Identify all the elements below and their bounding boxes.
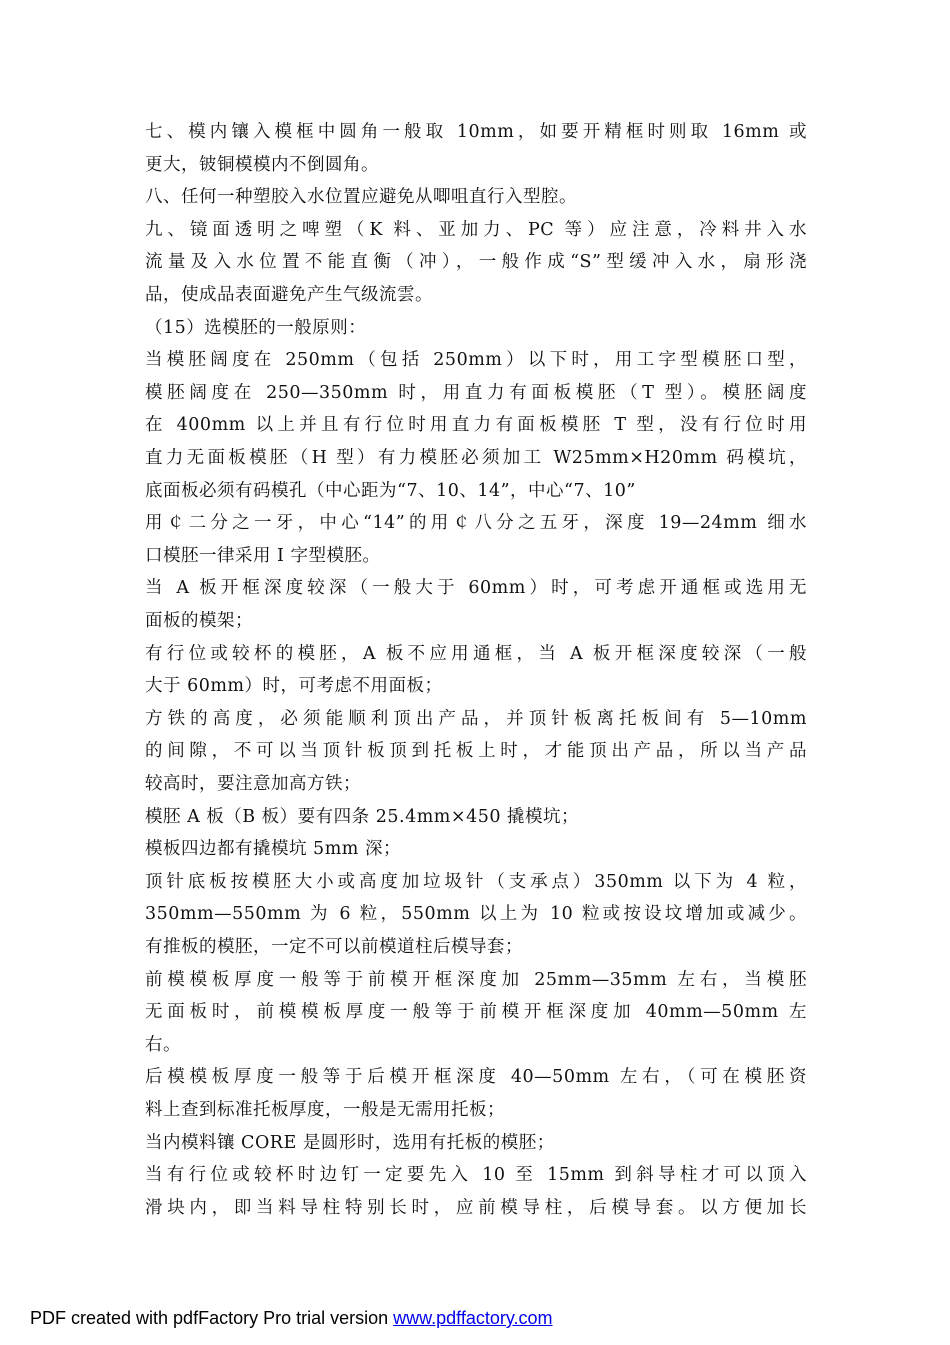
text-line: 无面板时，前模模板厚度一般等于前模开框深度加 40mm—50mm 左 [145, 1002, 807, 1023]
text-line: 面板的模架； [145, 611, 253, 631]
text-line: 350mm—550mm 为 6 粒，550mm 以上为 10 粒或按设坟增加或减少。 [145, 904, 807, 925]
text-line: 底面板必须有码模孔（中心距为“7、10、14”，中心“7、10” [145, 480, 636, 501]
text-line: 模板四边都有撬模坑 5mm 深； [145, 839, 401, 860]
text-line: 七、模内镶入模框中圆角一般取 10mm，如要开精框时则取 16mm 或 [145, 122, 807, 142]
footer-text: PDF created with pdfFactory Pro trial version [30, 1308, 394, 1328]
text-line: 较高时，要注意加高方铁； [145, 774, 361, 794]
text-line: 顶针底板按模胚大小或高度加垃圾针（支承点）350mm 以下为 4 粒， [145, 871, 807, 892]
text-line: 直力无面板模胚（H 型）有力模胚必须加工 W25mm×H20mm 码模坑， [145, 448, 807, 468]
text-line: 品，使成品表面避免产生气级流雲。 [145, 285, 433, 305]
text-line: 当 A 板开框深度较深（一般大于 60mm）时，可考虑开通框或选用无 [145, 578, 807, 599]
text-line: 的间隙，不可以当顶针板顶到托板上时，才能顶出产品，所以当产品 [145, 741, 807, 762]
text-line: 当内模料镶 CORE 是圆形时，选用有托板的模胚； [145, 1132, 555, 1153]
text-line: 模胚阔度在 250—350mm 时，用直力有面板模胚（T 型）。模胚阔度 [145, 382, 807, 403]
text-line: 大于 60mm）时，可考虑不用面板； [145, 676, 443, 697]
footer-link[interactable]: www.pdffactory.com [393, 1308, 553, 1328]
text-line: 有行位或较杯的模胚，A 板不应用通框，当 A 板开框深度较深（一般 [145, 643, 807, 664]
text-line: 后模模板厚度一般等于后模开框深度 40—50mm 左右，（可在模胚资 [145, 1067, 807, 1088]
pdf-footer [30, 1308, 553, 1329]
text-line: 右。 [145, 1034, 181, 1055]
text-line: 前模模板厚度一般等于前模开框深度加 25mm—35mm 左右，当模胚 [145, 969, 807, 990]
text-line: 流量及入水位置不能直衡（冲），一般作成“S”型缓冲入水，扇形浇 [145, 252, 807, 273]
text-line: 方铁的高度，必须能顺利顶出产品，并顶针板离托板间有 5—10mm [145, 708, 807, 729]
text-line: 用￠二分之一牙，中心“14”的用￠八分之五牙，深度 19—24mm 细水 [145, 513, 807, 534]
text-line: 滑块内，即当料导柱特别长时，应前模导柱，后模导套。以方便加长 [145, 1197, 807, 1218]
text-line: 当模胚阔度在 250mm（包括 250mm）以下时，用工字型模胚口型， [145, 350, 807, 371]
text-line: 九、镜面透明之啤塑（K 料、亚加力、PC 等）应注意，冷料井入水 [145, 219, 807, 240]
text-line: 有推板的模胚，一定不可以前模道柱后模导套； [145, 937, 523, 957]
text-line: 当有行位或较杯时边钉一定要先入 10 至 15mm 到斜导柱才可以顶入 [145, 1165, 807, 1186]
text-line: 料上查到标准托板厚度，一般是无需用托板； [145, 1100, 505, 1120]
text-line: 更大，铍铜模模内不倒圆角。 [145, 154, 379, 175]
text-line: 八、任何一种塑胶入水位置应避免从唧咀直行入型腔。 [145, 187, 577, 208]
text-line: （15）选模胚的一般原则： [145, 317, 367, 338]
text-line: 模胚 A 板（B 板）要有四条 25.4mm×450 撬模坑； [145, 806, 580, 827]
text-line: 在 400mm 以上并且有行位时用直力有面板模胚 T 型，没有行位时用 [145, 415, 807, 436]
text-line: 口模胚一律采用 I 字型模胚。 [145, 545, 381, 566]
